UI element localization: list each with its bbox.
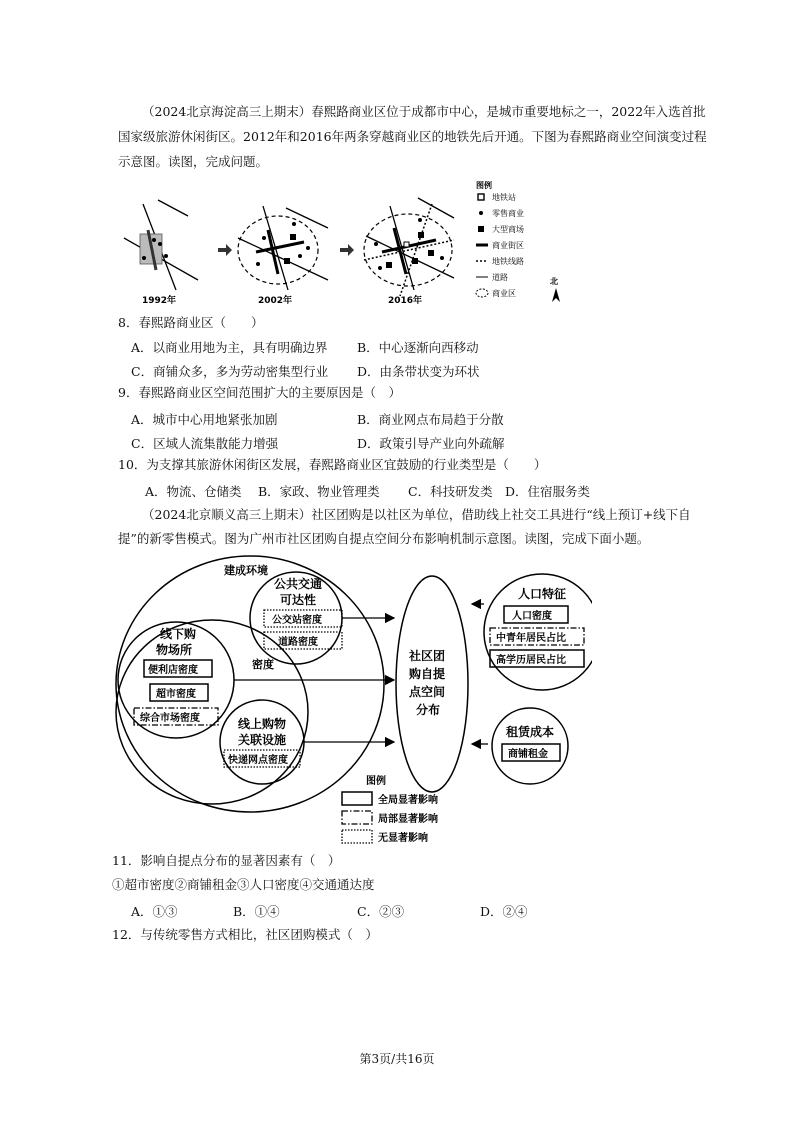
q11-option-a[interactable]: A．①③ bbox=[131, 904, 178, 919]
svg-text:地铁线路: 地铁线路 bbox=[492, 257, 524, 266]
built-env-label: 建成环境 bbox=[224, 564, 268, 577]
center-ellipse bbox=[396, 576, 468, 792]
svg-text:图例: 图例 bbox=[366, 776, 386, 787]
road-density-label: 道路密度 bbox=[278, 637, 318, 648]
year-2016: 2016年 bbox=[388, 296, 423, 306]
year-1992: 1992年 bbox=[142, 296, 177, 306]
q12-stem: 12．与传统零售方式相比，社区团购模式（ ） bbox=[112, 927, 378, 942]
q11-option-d[interactable]: D．②④ bbox=[480, 904, 528, 919]
page-footer: 第3页/共16页 bbox=[359, 1052, 435, 1066]
svg-text:租赁成本: 租赁成本 bbox=[506, 725, 555, 739]
commercial-evolution-figure bbox=[118, 178, 578, 308]
community-group-buying-figure bbox=[112, 552, 592, 852]
q10-option-a[interactable]: A．物流、仓储类 bbox=[145, 484, 242, 499]
q11-option-c[interactable]: C．②③ bbox=[357, 904, 405, 919]
express-density-label: 快递网点密度 bbox=[228, 755, 288, 766]
north-arrow-icon bbox=[550, 276, 560, 302]
svg-text:购自提: 购自提 bbox=[409, 667, 446, 681]
intro1-line1: （2024北京海淀高三上期末）春熙路商业区位于成都市中心，是城市重要地标之一，2022年入选首批 bbox=[142, 104, 706, 119]
svg-text:物场所: 物场所 bbox=[156, 643, 193, 657]
q8-option-b[interactable]: B．中心逐渐向西移动 bbox=[357, 340, 479, 355]
year-2002: 2002年 bbox=[258, 296, 293, 306]
q10-option-d[interactable]: D．住宿服务类 bbox=[505, 484, 591, 499]
svg-text:商业区: 商业区 bbox=[492, 289, 516, 298]
svg-text:线上购物: 线上购物 bbox=[238, 717, 287, 731]
q11-items: ①超市密度②商铺租金③人口密度④交通通达度 bbox=[112, 877, 375, 892]
density-label: 密度 bbox=[252, 658, 274, 671]
panel-1992 bbox=[124, 200, 198, 306]
svg-text:关联设施: 关联设施 bbox=[238, 733, 287, 747]
panel-2002 bbox=[238, 206, 328, 306]
svg-text:图例: 图例 bbox=[476, 181, 492, 190]
svg-text:社区团: 社区团 bbox=[409, 649, 446, 663]
supermarket-density-label: 超市密度 bbox=[156, 689, 196, 700]
svg-text:零售商业: 零售商业 bbox=[492, 209, 524, 218]
svg-text:线下购: 线下购 bbox=[160, 627, 197, 641]
svg-text:北: 北 bbox=[550, 277, 558, 286]
svg-text:无显著影响: 无显著影响 bbox=[378, 833, 428, 844]
intro1-line2: 国家级旅游休闲街区。2012年和2016年两条穿越商业区的地铁先后开通。下图为春熙路商业空间演变过程 bbox=[118, 129, 707, 144]
q8-option-d[interactable]: D．由条带状变为环状 bbox=[357, 364, 480, 379]
svg-text:公共交通: 公共交通 bbox=[274, 577, 323, 591]
pop-density-label: 人口密度 bbox=[512, 611, 552, 622]
store-density-label: 便利店密度 bbox=[148, 665, 198, 676]
svg-text:人口特征: 人口特征 bbox=[518, 587, 567, 601]
q9-stem: 9．春熙路商业区空间范围扩大的主要原因是（ ） bbox=[118, 385, 401, 400]
intro2-line2: 提”的新零售模式。图为广州市社区团购自提点空间分布影响机制示意图。读图，完成下面小题。 bbox=[118, 531, 650, 546]
shop-rent-label: 商铺租金 bbox=[508, 749, 548, 760]
svg-text:可达性: 可达性 bbox=[280, 593, 317, 607]
q11-stem: 11．影响自提点分布的显著因素有（ ） bbox=[112, 853, 341, 868]
q8-option-c[interactable]: C．商铺众多，多为劳动密集型行业 bbox=[131, 364, 329, 379]
q10-stem: 10．为支撑其旅游休闲街区发展，春熙路商业区宜鼓励的行业类型是（ ） bbox=[118, 457, 547, 472]
q8-stem: 8．春熙路商业区（ ） bbox=[118, 315, 264, 330]
svg-text:商业街区: 商业街区 bbox=[492, 241, 524, 250]
q11-option-b[interactable]: B．①④ bbox=[233, 904, 280, 919]
intro1-line3: 示意图。读图，完成问题。 bbox=[118, 154, 269, 169]
q9-option-c[interactable]: C．区域人流集散能力增强 bbox=[131, 436, 279, 451]
svg-text:全局显著影响: 全局显著影响 bbox=[378, 795, 438, 806]
intro2-line1: （2024北京顺义高三上期末）社区团购是以社区为单位，借助线上社交工具进行“线上预订+线下自 bbox=[142, 507, 691, 522]
bus-density-label: 公交站密度 bbox=[272, 615, 322, 626]
fig1-legend bbox=[476, 180, 524, 298]
svg-text:地铁站: 地铁站 bbox=[492, 193, 516, 202]
youth-ratio-label: 中青年居民占比 bbox=[496, 633, 566, 644]
q10-option-c[interactable]: C．科技研发类 bbox=[408, 484, 493, 499]
svg-text:点空间: 点空间 bbox=[409, 685, 446, 699]
q9-option-a[interactable]: A．城市中心用地紧张加剧 bbox=[131, 412, 278, 427]
market-density-label: 综合市场密度 bbox=[140, 713, 200, 724]
panel-2016 bbox=[364, 198, 454, 306]
edu-ratio-label: 高学历居民占比 bbox=[496, 655, 566, 666]
svg-text:局部显著影响: 局部显著影响 bbox=[378, 814, 438, 825]
q9-option-b[interactable]: B．商业网点布局趋于分散 bbox=[357, 412, 504, 427]
q8-option-a[interactable]: A．以商业用地为主，具有明确边界 bbox=[131, 340, 328, 355]
svg-text:大型商场: 大型商场 bbox=[492, 225, 524, 234]
svg-text:道路: 道路 bbox=[492, 273, 508, 282]
svg-text:分布: 分布 bbox=[416, 703, 441, 717]
fig2-legend bbox=[342, 774, 438, 844]
q10-option-b[interactable]: B．家政、物业管理类 bbox=[258, 484, 380, 499]
q9-option-d[interactable]: D．政策引导产业向外疏解 bbox=[357, 436, 505, 451]
